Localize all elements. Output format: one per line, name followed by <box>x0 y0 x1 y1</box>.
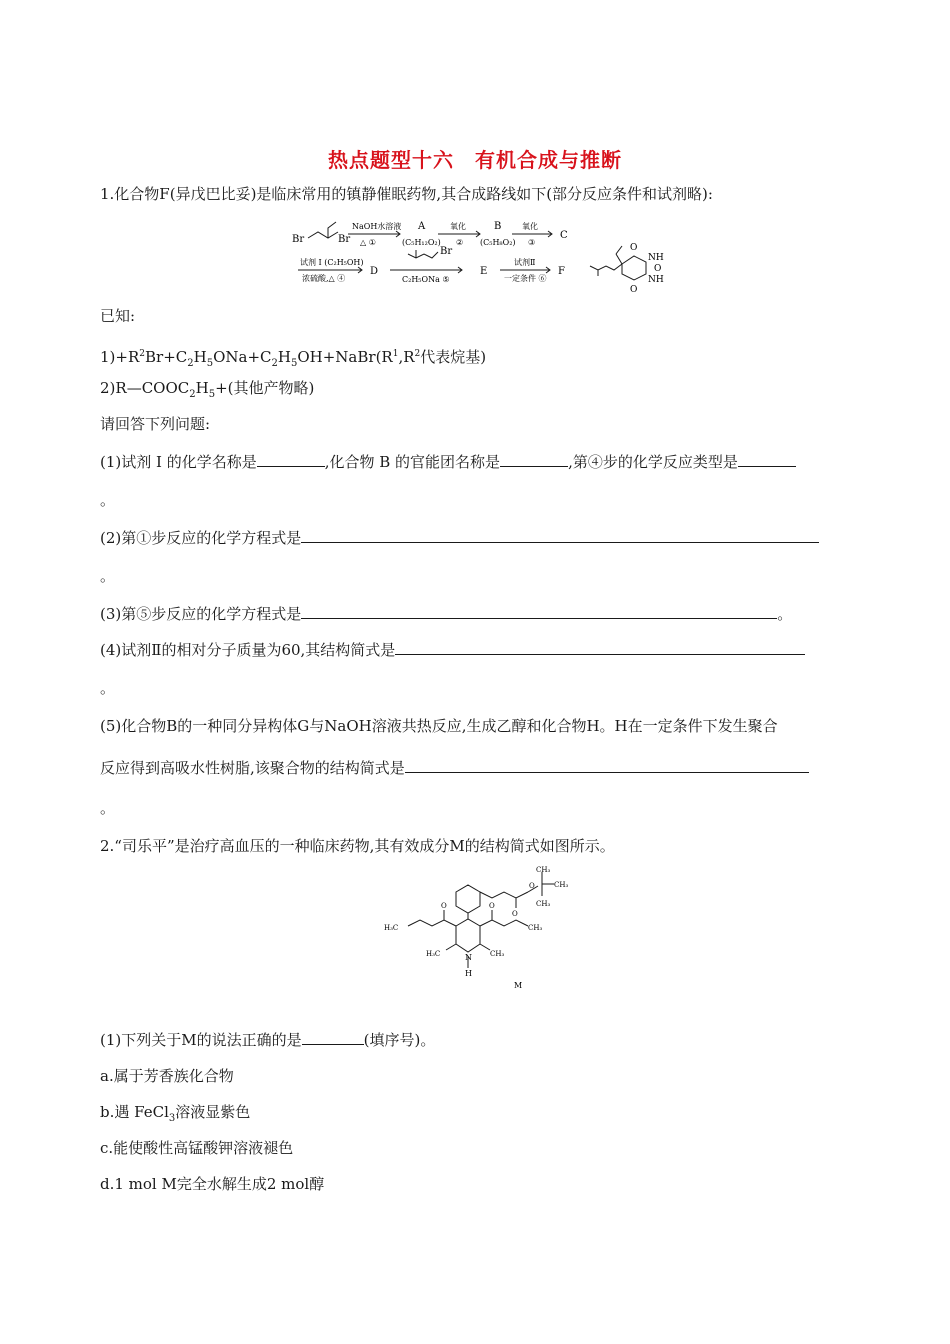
step2-num: ② <box>456 238 464 247</box>
nh-label: NH <box>648 253 664 263</box>
o-label: O <box>529 882 535 890</box>
answer-blank[interactable] <box>301 528 819 543</box>
option-b: b.遇 FeCl$_3$溶液显紫色 <box>100 1103 251 1124</box>
nh-label: NH <box>648 275 664 285</box>
br-label: Br <box>338 234 351 245</box>
compound-c: C <box>560 230 568 241</box>
answer-blank[interactable] <box>738 452 796 467</box>
compound-e: E <box>480 266 488 277</box>
br-label: Br <box>440 246 453 257</box>
h3c-label: H₃C <box>384 924 399 932</box>
q1-part2: (2)第①步反应的化学方程式是 <box>100 528 819 548</box>
q1-part5-b: 反应得到高吸水性树脂,该聚合物的结构简式是 <box>100 758 809 778</box>
answer-blank[interactable] <box>257 452 325 467</box>
molecule-label: M <box>514 981 523 990</box>
answer-blank[interactable] <box>301 604 777 619</box>
step1-reagent: NaOH水溶液 <box>352 222 402 231</box>
ch3-label: CH₃ <box>536 866 551 874</box>
step4-cond: 浓硫酸,△ ④ <box>302 274 346 283</box>
known-1: $1)+R^2Br+C_2H_5ONa+C_2H_5OH+NaBr(R^1,R^2$代表烷基) <box>100 348 487 369</box>
ch3-label: CH₃ <box>536 900 551 908</box>
o-label: O <box>489 902 495 910</box>
answer-blank[interactable] <box>395 640 805 655</box>
compound-b: B <box>494 221 502 232</box>
period: 。 <box>100 799 116 817</box>
page-title: 热点题型十六 有机合成与推断 <box>328 148 622 172</box>
ch3-label: CH₃ <box>528 924 543 932</box>
option-d: d.1 mol M完全水解生成2 mol醇 <box>100 1175 325 1193</box>
step6-cond: 一定条件 ⑥ <box>504 274 547 283</box>
o-label: O <box>654 264 662 274</box>
option-a: a.属于芳香族化合物 <box>100 1067 234 1085</box>
synthesis-scheme <box>290 212 670 294</box>
step1-cond: △ ① <box>360 238 376 247</box>
step6-reagent: 试剂Ⅱ <box>514 258 536 267</box>
o-label: O <box>512 910 518 918</box>
answer-blank[interactable] <box>500 452 568 467</box>
period: 。 <box>100 679 116 697</box>
question-1-stem: 1.化合物F(异戊巴比妥)是临床常用的镇静催眠药物,其合成路线如下(部分反应条件和试剂略): <box>100 185 713 203</box>
step3-num: ③ <box>528 238 536 247</box>
compound-f: F <box>558 266 565 277</box>
period: 。 <box>100 491 116 509</box>
h3c-label: H₃C <box>426 950 441 958</box>
step2-reagent: 氧化 <box>450 222 466 231</box>
ch3-label: CH₃ <box>554 881 569 889</box>
q2-part1: (1)下列关于M的说法正确的是 (填序号)。 <box>100 1031 436 1049</box>
answer-blank[interactable] <box>302 1030 364 1045</box>
molecule-m-structure <box>380 864 580 1002</box>
q1-part3: (3)第⑤步反应的化学方程式是 。 <box>100 605 793 623</box>
compound-a-formula: (C₅H₁₂O₂) <box>402 238 441 247</box>
o-label: O <box>441 902 447 910</box>
h-label: H <box>465 969 472 978</box>
q1-part5-a: (5)化合物B的一种同分异构体G与NaOH溶液共热反应,生成乙醇和化合物H。H在一定条件下发生聚合 <box>100 717 778 735</box>
compound-d: D <box>370 266 379 277</box>
question-2-stem: 2.“司乐平”是治疗高血压的一种临床药物,其有效成分M的结构简式如图所示。 <box>100 837 615 855</box>
option-c: c.能使酸性高锰酸钾溶液褪色 <box>100 1139 294 1157</box>
q1-part1: (1)试剂 I 的化学名称是 ,化合物 B 的官能团名称是 ,第④步的化学反应类型是 <box>100 452 796 472</box>
ask-label: 请回答下列问题: <box>100 415 211 433</box>
compound-b-formula: (C₅H₈O₂) <box>480 238 516 247</box>
known-2: $2)R—COOC_2H_5+$(其他产物略) <box>100 379 315 400</box>
step3-reagent: 氧化 <box>522 222 538 231</box>
answer-blank[interactable] <box>405 758 809 773</box>
period: 。 <box>100 567 116 585</box>
o-label: O <box>630 243 638 253</box>
o-label: O <box>630 285 638 294</box>
known-label: 已知: <box>100 307 136 325</box>
q1-part4: (4)试剂Ⅱ的相对分子质量为60,其结构简式是 <box>100 640 805 660</box>
br-label: Br <box>292 234 305 245</box>
compound-a: A <box>418 221 426 232</box>
step5-reagent: C₂H₅ONa ⑤ <box>402 275 450 284</box>
n-label: N <box>465 953 472 962</box>
ch3-label: CH₃ <box>490 950 505 958</box>
step4-reagent: 试剂 I (C₂H₅OH) <box>300 258 364 267</box>
